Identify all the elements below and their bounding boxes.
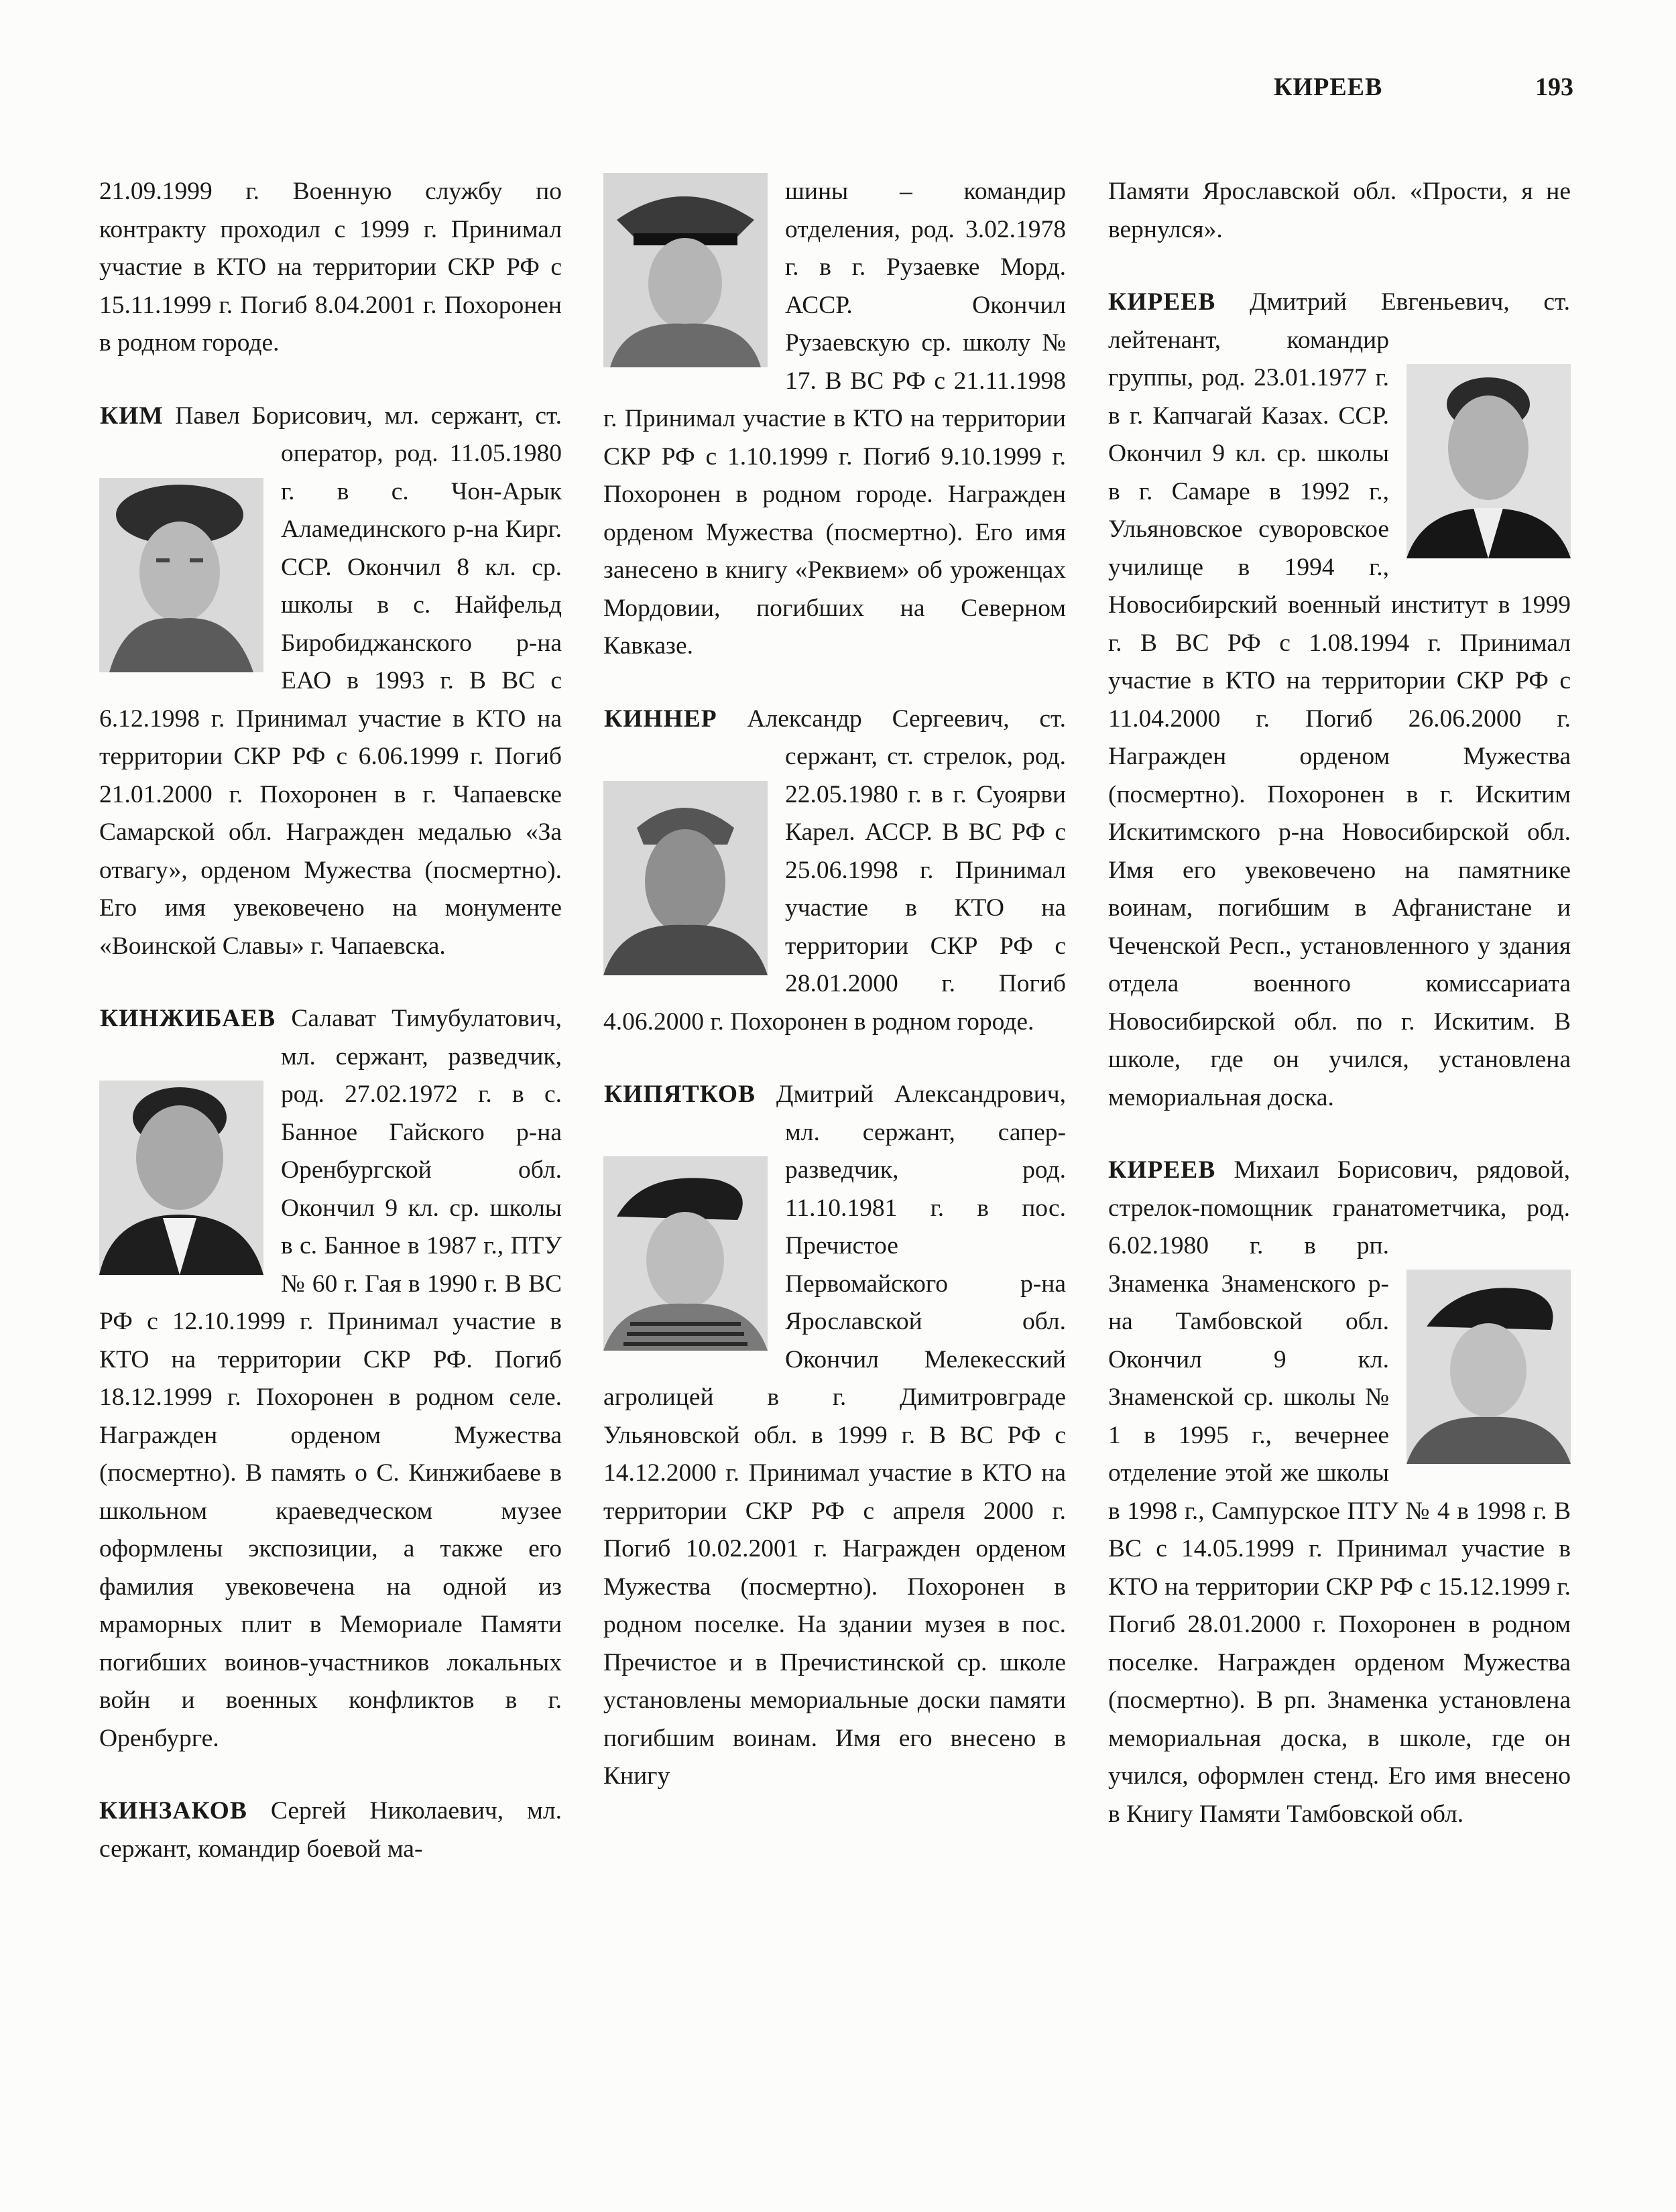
surname-kim: КИМ — [100, 402, 164, 430]
text-kipyatkov: Дмитрий Александрович, мл. сержант, сапер-разведчик, род. 11.10.1981 г. в пос. Пречистое Первомайского р-на Ярославской обл. Окончил Мелекесский агролицей в г. Димитровграде Ульяновской обл. в 1999 г. В ВС РФ с 14.12.2000 г. Принимал участие в КТО на территории СКР РФ с апреля 2000 г. Погиб 10.02.2001 г. Награжден орденом Мужества (посмертно). Похоронен в родном поселке. На здании музея в пос. Пречистое и в Пречистинской ср. школе установлены мемориальные доски памяти погибшим воинам. Имя его внесено в Книгу — [603, 1081, 1066, 1790]
surname-kireev-dmitry: КИРЕЕВ — [1108, 288, 1216, 316]
portrait-kinzhibaev-image — [99, 1081, 263, 1275]
entry-kireev-mikhail — [1108, 1152, 1571, 1833]
page-number: 193 — [1535, 73, 1573, 101]
column-3 — [1108, 173, 1571, 1868]
portrait-kinzhibaev — [99, 1081, 263, 1275]
entry-kipyatkov-continuation: Памяти Ярославской обл. «Прости, я не вернулся». — [1108, 178, 1571, 243]
portrait-kinzakov — [603, 173, 768, 367]
portrait-kireev-dmitry — [1406, 364, 1571, 558]
portrait-kim — [99, 478, 263, 672]
text-kinzakov-continuation: шины – командир отделения, род. 3.02.1978 г. в г. Рузаевке Морд. АССР. Окончил Рузаевскую ср. школу № 17. В ВС РФ с 21.11.1998 г. Принимал участие в КТО на территории СКР РФ с 1.10.1999 г. Погиб 9.10.1999 г. Похоронен в родном городе. Награжден орденом Мужества (посмертно). Его имя занесено в книгу «Реквием» об уроженцах Мордовии, погибших на Северном Кавказе. — [603, 178, 1066, 660]
entry-kim — [99, 397, 562, 966]
portrait-kipyatkov — [603, 1156, 768, 1351]
entry-kipyatkov — [603, 1076, 1066, 1796]
running-head: КИРЕЕВ — [1274, 73, 1383, 101]
text-kinzakov: Сергей Николаевич, мл. сержант, командир боевой ма- — [99, 1797, 562, 1863]
surname-kinner: КИННЕР — [604, 704, 717, 733]
surname-kinzakov: КИНЗАКОВ — [99, 1797, 247, 1825]
text-kinzhibaev: Салават Тимубулатович, мл. сержант, разведчик, род. 27.02.1972 г. в с. Банное Гайского р-на Оренбургской обл. Окончил 9 кл. ср. школы в с. Банное в 1987 г., ПТУ № 60 г. Гая в 1990 г. В ВС РФ с 12.10.1999 г. Принимал участие в КТО на территории СКР РФ. Погиб 18.12.1999 г. Похоронен в родном селе. Награжден орденом Мужества (посмертно). В память о С. Кинжибаеве в школьном краеведческом музее оформлены экспозиции, а также его фамилия увековечена на одной из мраморных плит в Мемориале Памяти погибших воинов-участников локальных войн и военных конфликтов в г. Оренбурге. — [99, 1005, 562, 1752]
text-kireev-dmitry: Дмитрий Евгеньевич, ст. лейтенант, командир группы, род. 23.01.1977 г. в г. Капчагай Казах. ССР. Окончил 9 кл. ср. школы в г. Самаре в 1992 г., Ульяновское суворовское училище в 1994 г., Новосибирский военный институт в 1999 г. В ВС РФ с 1.08.1994 г. Принимал участие в КТО на территории СКР РФ с 11.04.2000 г. Погиб 26.06.2000 г. Награжден орденом Мужества (посмертно). Похоронен в г. Искитим Искитимского р-на Новосибирской обл. Имя его увековечено на памятнике воинам, погибшим в Афганистане и Чеченской Респ., установленного у здания отдела военного комиссариата Новосибирской обл. по г. Искитим. В школе, где он учился, установлена мемориальная доска. — [1108, 288, 1571, 1111]
surname-kipyatkov: КИПЯТКОВ — [604, 1081, 756, 1108]
column-1 — [99, 173, 562, 1903]
entry-continuation: 21.09.1999 г. Военную службу по контракту проходил с 1999 г. Принимал участие в КТО на территории СКР РФ с 15.11.1999 г. Погиб 8.04.2001 г. Похоронен в родном городе. — [99, 178, 562, 357]
portrait-kipyatkov-image — [603, 1156, 768, 1351]
portrait-kinzakov-image — [603, 173, 768, 367]
text-kinner: Александр Сергеевич, ст. сержант, ст. стрелок, род. 22.05.1980 г. в г. Суоярви Карел. АССР. В ВС РФ с 25.06.1998 г. Принимал участие в КТО на территории СКР РФ с 28.01.2000 г. Погиб 4.06.2000 г. Похоронен в родном городе. — [603, 704, 1066, 1036]
entry-kinzakov-continuation — [603, 173, 1066, 666]
entry-kinzhibaev — [99, 1000, 562, 1758]
portrait-kim-image — [99, 478, 263, 672]
entry-kinzakov — [99, 1792, 562, 1868]
portrait-kireev-dmitry-image — [1406, 364, 1571, 558]
entry-kinner — [603, 700, 1066, 1042]
column-2 — [603, 173, 1066, 1831]
portrait-kinner-image — [603, 781, 768, 975]
portrait-kinner — [603, 781, 768, 975]
surname-kireev-mikhail: КИРЕЕВ — [1108, 1156, 1216, 1184]
surname-kinzhibaev: КИНЖИБАЕВ — [100, 1005, 276, 1032]
text-kireev-mikhail: Михаил Борисович, рядовой, стрелок-помощник гранатометчика, род. 6.02.1980 г. в рп. Знаменка Знаменского р-на Тамбовской обл. Окончил 9 кл. Знаменской ср. школы № 1 в 1995 г., вечернее отделение этой же школы в 1998 г., Сампурское ПТУ № 4 в 1998 г. В ВС с 14.05.1999 г. Принимал участие в КТО на территории СКР РФ с 15.12.1999 г. Погиб 28.01.2000 г. Похоронен в родном поселке. Награжден орденом Мужества (посмертно). В рп. Знаменка установлена мемориальная доска, в школе, где он учился, оформлен стенд. Его имя внесено в Книгу Памяти Тамбовской обл. — [1108, 1156, 1571, 1828]
text-kim: Павел Борисович, мл. сержант, ст. оператор, род. 11.05.1980 г. в с. Чон-Арык Аламединского р-на Кирг. ССР. Окончил 8 кл. ср. школы в с. Найфельд Биробиджанского р-на ЕАО в 1993 г. В ВС с 6.12.1998 г. Принимал участие в КТО на территории СКР РФ с 6.06.1999 г. Погиб 21.01.2000 г. Похоронен в г. Чапаевске Самарской обл. Награжден медалью «За отвагу», орденом Мужества (посмертно). Его имя увековечено на монументе «Воинской Славы» г. Чапаевска. — [99, 402, 562, 960]
entry-kireev-dmitry — [1108, 284, 1571, 1117]
portrait-kireev-mikhail — [1406, 1270, 1571, 1464]
portrait-kireev-mikhail-image — [1406, 1270, 1571, 1464]
